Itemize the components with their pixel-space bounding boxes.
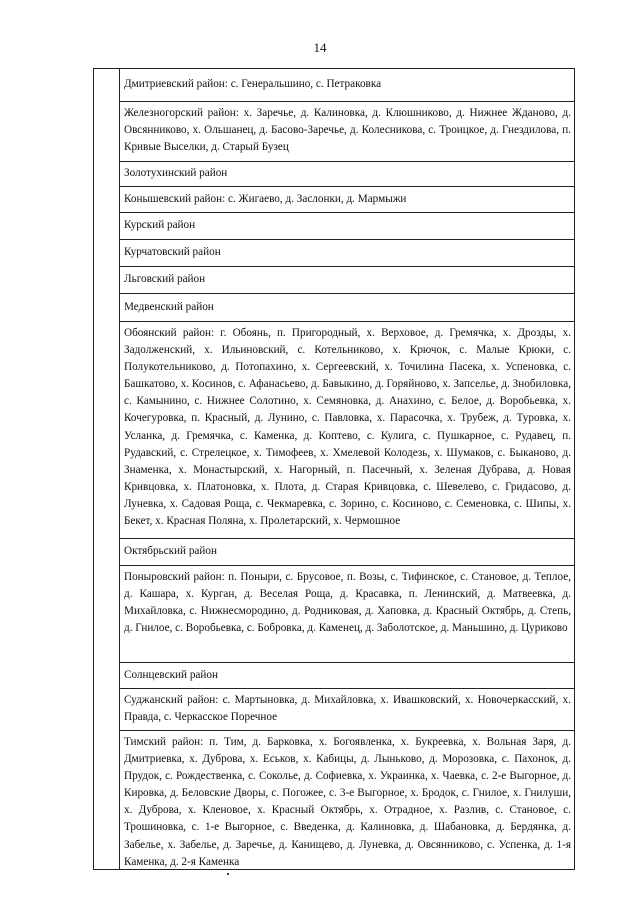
row-text: Золотухинский район: [124, 167, 228, 180]
row-kurchatovsky: [120, 240, 574, 267]
index-column: [94, 69, 120, 869]
scan-speck: [227, 873, 229, 875]
row-text: Медвенский район: [124, 300, 214, 313]
row-konyshevsky: [120, 187, 574, 213]
row-sudzhansky: Суджанский район: с. Мартыновка, д. Михайловка, х. Ивашковский, х. Новочеркасский, х. Правда, с. Черкасское Поречное: [120, 689, 574, 731]
row-text: Дмитриевский район: с. Генеральшино, с. Петраковка: [124, 78, 382, 91]
row-ponyrovsky: Поныровский район: п. Поныри, с. Брусовое, п. Возы, с. Тифинское, с. Становое, д. Теплое, д. Кашара, х. Курган, д. Веселая Роща, д. Красавка, п. Ленинский, д. Матвеевка, д. Михайловка, с. Нижнесмородино, д. Родниковая, д. Хаповка, д. Красный Октябрь, д. Степь, д. Гнилое, с. Воробьевка, с. Бобровка, д. Каменец, д. Заболотское, д. Маньшино, д. Цуриково: [120, 566, 574, 663]
page-number: 14: [313, 40, 327, 55]
row-oboyansky: Обоянский район: г. Обоянь, п. Пригородный, х. Верховое, д. Гремячка, х. Дрозды, х. Задолженский, х. Ильиновский, с. Котельниково, х. Крючок, с. Малые Крюки, с. Полукотельниково, д. Потопахино, х. Сергеевский, х. Точилина Пасека, х. Успеновка, с. Башкатово, х. Косинов, с. Афанасьево, д. Бавыкино, д. Горяйново, х. Запселье, д. Знобиловка, с. Камынино, с. Нижнее Солотино, х. Семяновка, д. Анахино, с. Белое, д. Воробьевка, х. Кочегуровка, п. Красный, д. Лунино, с. Павловка, х. Парасочка, х. Трубеж, д. Туровка, х. Усланка, д. Гремячка, с. Каменка, д. Коптево, с. Кулига, с. Пушкарное, с. Рудавец, п. Рудавский, с. Стрелецкое, х. Тимофеев, х. Хмелевой Колодезь, х. Шумаков, с. Быканово, д. Знаменка, х. Монастырский, х. Нагорный, п. Пасечный, х. Зеленая Дубрава, д. Новая Кривцовка, х. Платоновка, х. Плота, д. Старая Кривцовка, с. Шевелево, с. Гридасово, д. Луневка, х. Садовая Роща, с. Чекмаревка, с. Зорино, с. Косиново, с. Семеновка, с. Шипы, х. Бекет, х. Красная Поляна, х. Пролетарский, х. Чермошное: [120, 322, 574, 539]
row-zolotukhinsky: [120, 162, 574, 187]
row-zheleznogorsky: Железногорский район: х. Заречье, д. Калиновка, д. Клюшниково, д. Нижнее Жданово, д. Овсянниково, х. Ольшанец, д. Басово-Заречье, д. Колесникова, с. Троицкое, д. Гнездилова, п. Кривые Выселки, д. Старый Бузец: [120, 102, 574, 162]
row-text: Конышевский район: с. Жигаево, д. Заслонки, д. Мармыжи: [124, 192, 407, 205]
row-text: Солнцевский район: [124, 668, 218, 681]
districts-table: [93, 68, 575, 870]
row-kursky: [120, 213, 574, 240]
row-text: Льговский район: [124, 273, 206, 286]
row-text: Курчатовский район: [124, 246, 221, 259]
row-medvensky: [120, 294, 574, 322]
row-timsky: Тимский район: п. Тим, д. Барковка, х. Богоявленка, х. Букреевка, х. Вольная Заря, д. Дмитриевка, х. Дуброва, х. Еськов, х. Кабицы, д. Лыньково, д. Морозовка, с. Пахонок, д. Прудок, с. Рождественка, с. Соколье, д. Софиевка, х. Украинка, х. Чаевка, с. 2-е Выгорное, д. Кировка, д. Беловские Дворы, с. Погожее, с. 3-е Выгорное, х. Бродок, с. Гнилое, х. Гнилуши, х. Дуброва, х. Кленовое, х. Красный Октябрь, х. Отрадное, х. Разлив, с. Становое, с. Трошиновка, с. 1-е Выгорное, с. Введенка, д. Калиновка, д. Шабановка, д. Бердянка, д. Забелье, х. Забелье, д. Заречье, д. Канищево, д. Луневка, д. Овсянниково, с. Успенка, д. 1-я Каменка, д. 2-я Каменка: [124, 736, 571, 868]
row-text: Курский район: [124, 219, 196, 232]
row-text: Октябрьский район: [124, 545, 217, 558]
table-rows: [120, 69, 574, 875]
row-solntsevsky: [120, 663, 574, 689]
row-oktyabrsky: [120, 539, 574, 566]
row-dmitrievsky: [120, 69, 574, 102]
row-lgovsky: [120, 267, 574, 294]
